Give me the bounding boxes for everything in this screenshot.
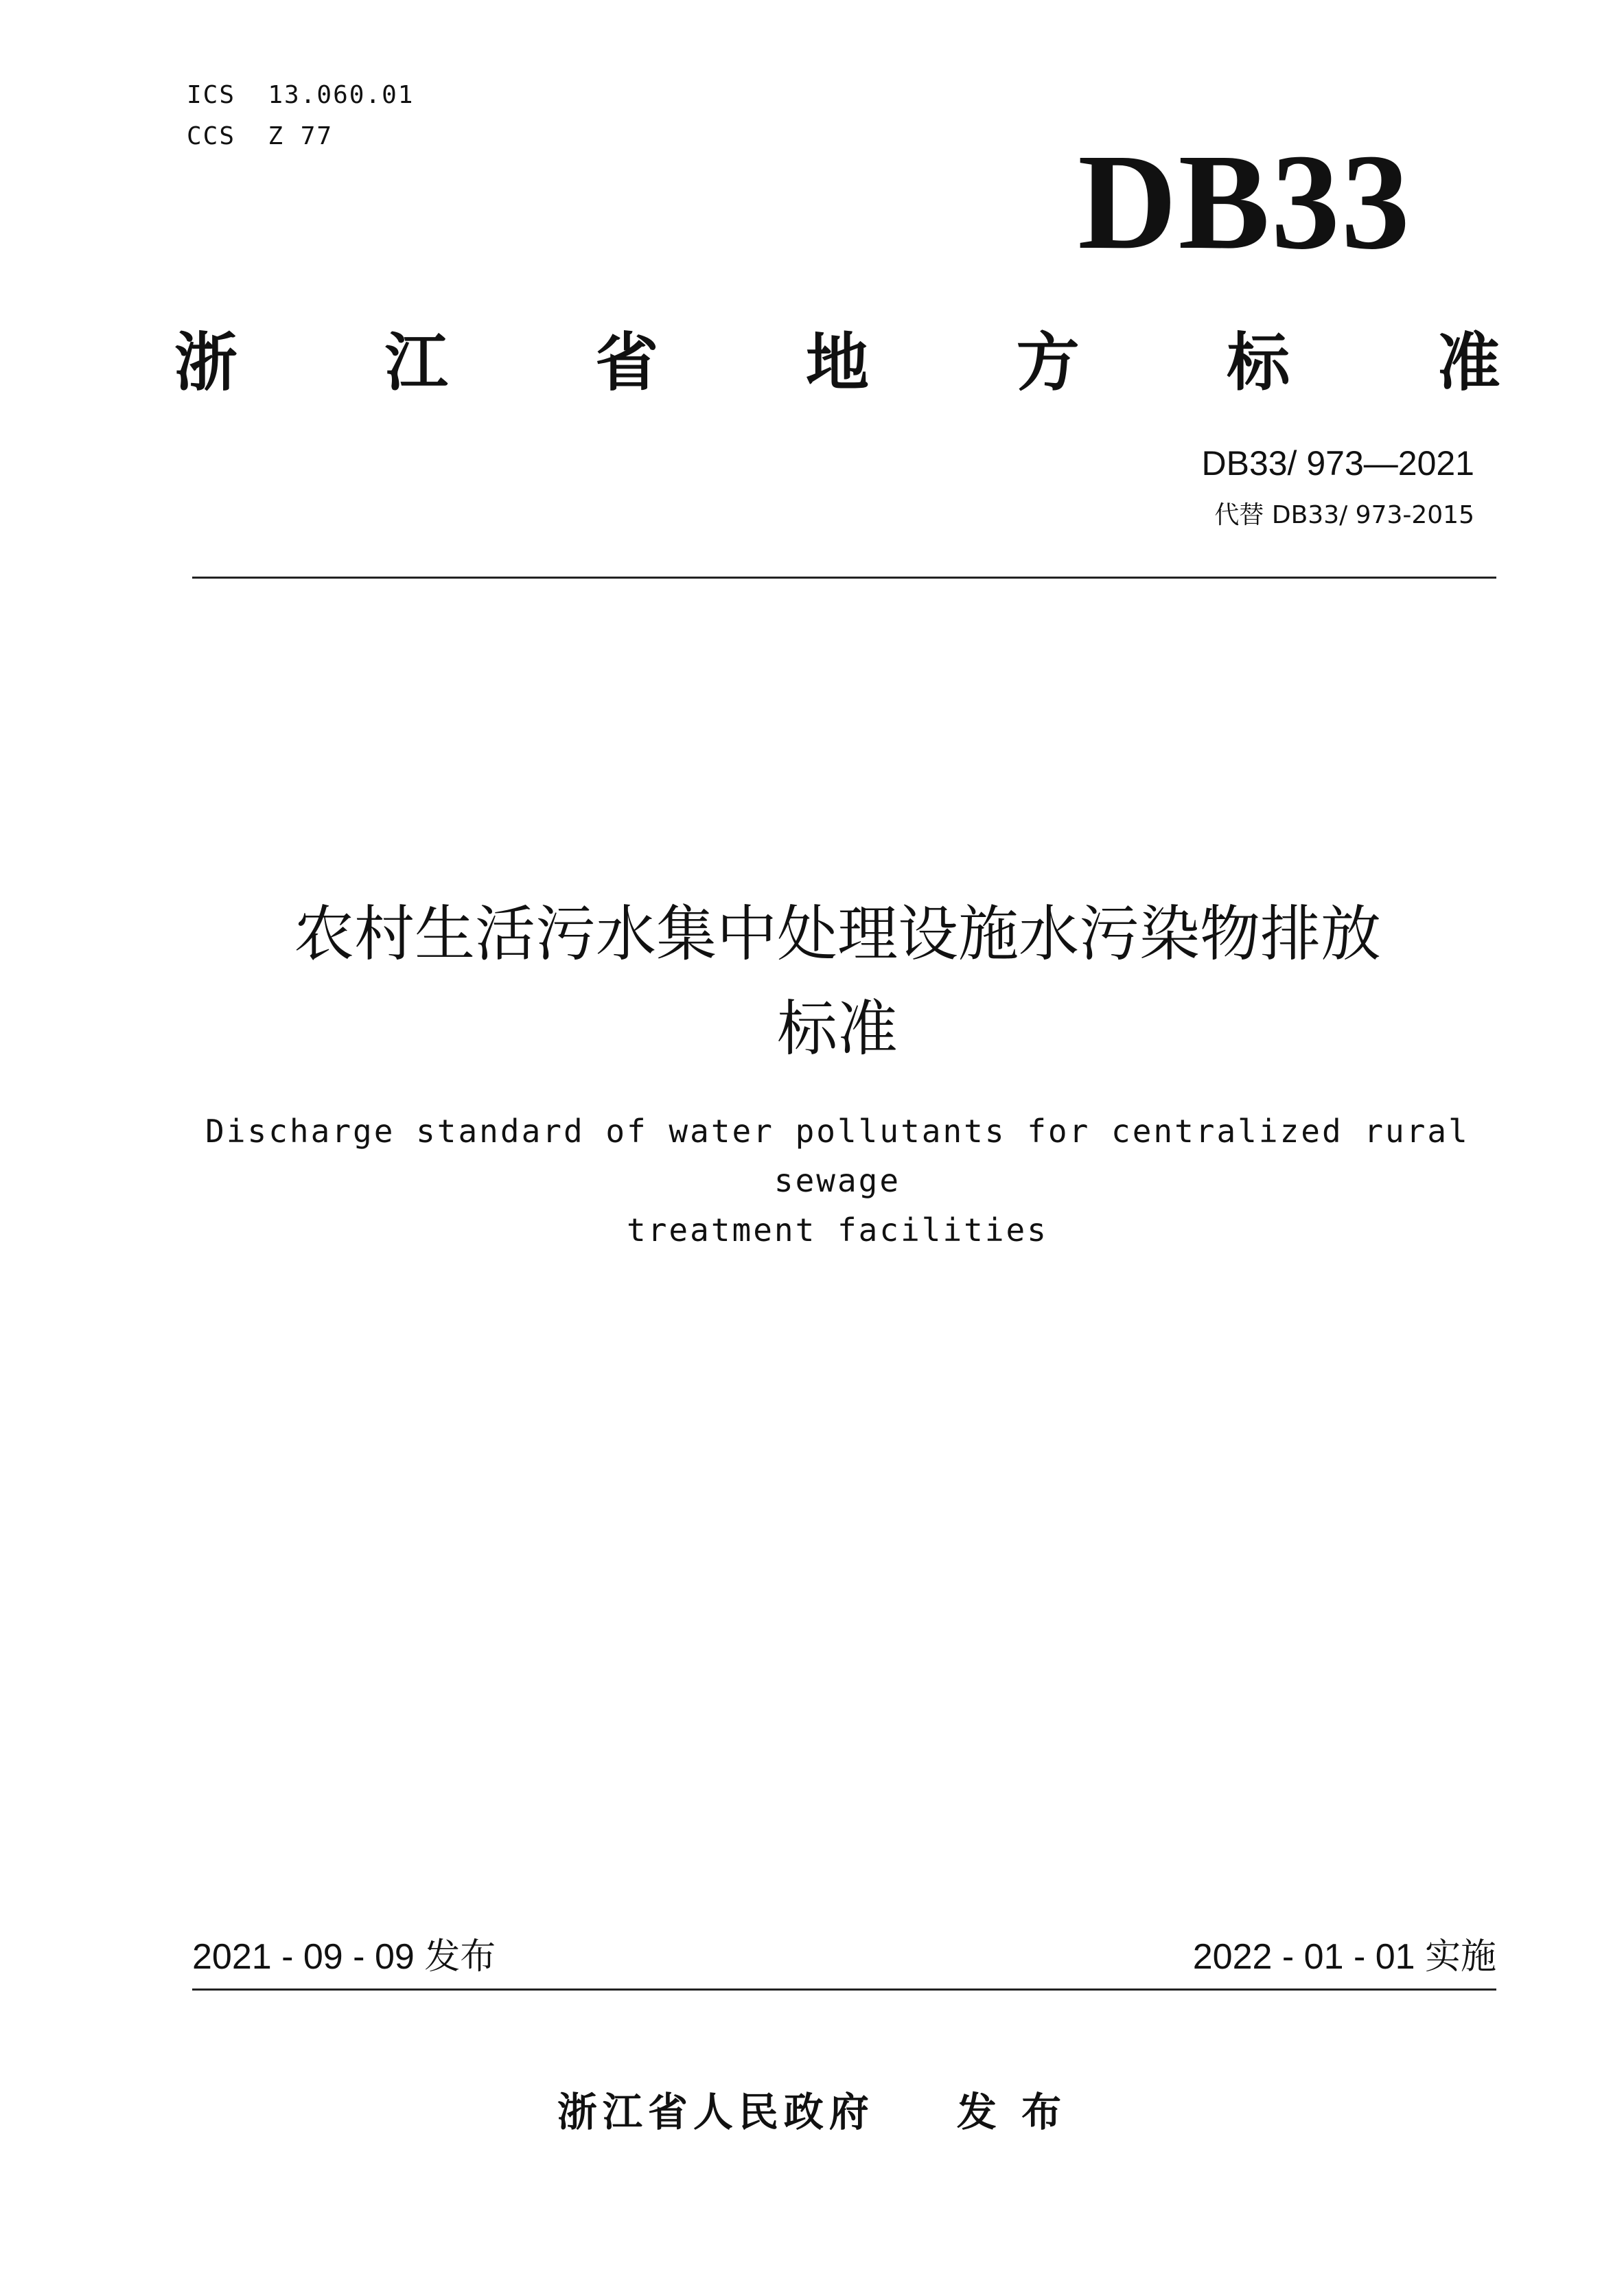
standard-type-char: 准 <box>1437 326 1500 399</box>
title-chinese-line2: 标准 <box>776 993 898 1064</box>
bottom-divider <box>192 1988 1496 1991</box>
issue-date: 2021 - 09 - 09 发布 <box>192 1937 496 1977</box>
title-english-line1: Discharge standard of water pollutants for centralized rural sewage <box>205 1113 1470 1199</box>
ics-code: ICS 13.060.01 <box>187 81 415 109</box>
standard-number: DB33/ 973—2021 <box>1201 444 1474 483</box>
title-chinese <box>172 887 1503 1076</box>
standard-type-char: 方 <box>1016 326 1080 399</box>
standard-type-char: 浙 <box>174 326 237 399</box>
standard-type-heading <box>172 312 1503 403</box>
issuer <box>0 2080 1624 2137</box>
standard-type-char: 标 <box>1227 326 1290 399</box>
title-chinese-line1: 农村生活污水集中处理设施水污染物排放 <box>293 898 1381 969</box>
standard-type-char: 省 <box>595 326 659 399</box>
title-english-line2: treatment facilities <box>627 1211 1048 1249</box>
ccs-code: CCS Z 77 <box>187 122 334 150</box>
db33-logo: DB33 <box>1078 126 1411 278</box>
standard-type-char: 江 <box>384 326 448 399</box>
effective-date: 2022 - 01 - 01 实施 <box>1192 1937 1496 1977</box>
replaces-standard: 代替 DB33/ 973-2015 <box>1214 501 1474 529</box>
title-english <box>172 1106 1503 1255</box>
standard-type-char: 地 <box>805 326 869 399</box>
issuer-action: 发 布 <box>956 2089 1067 2135</box>
issuer-name: 浙江省人民政府 <box>557 2089 874 2135</box>
top-divider <box>192 577 1496 579</box>
